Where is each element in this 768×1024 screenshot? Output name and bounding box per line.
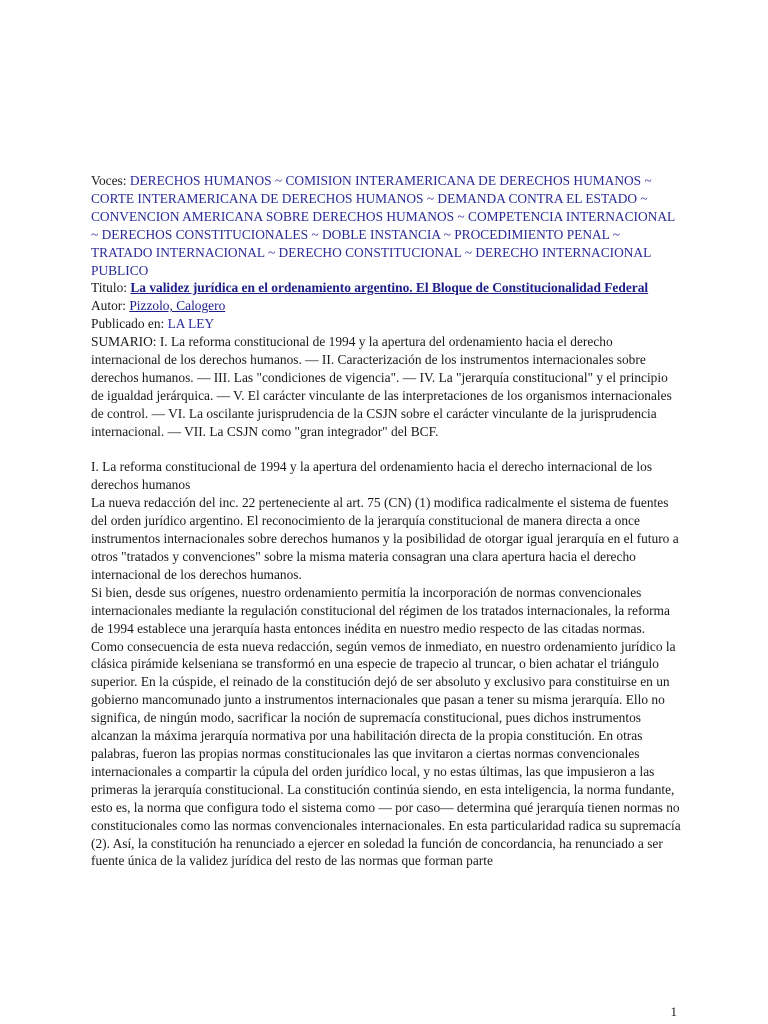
blank-line [91,441,683,459]
voces-keywords: DERECHOS HUMANOS ~ COMISION INTERAMERICANA DE DERECHOS HUMANOS ~ CORTE INTERAMERICANA DE DERECHOS HUMANOS ~ DEMANDA CONTRA EL ESTADO ~ CONVENCION AMERICANA SOBRE DERECHOS HUMANOS ~ COMPETENCIA INTERNACIONAL ~ DERECHOS CONSTITUCIONALES ~ DOBLE INSTANCIA ~ PROCEDIMIENTO PENAL ~ TRATADO INTERNACIONAL ~ DERECHO CONSTITUCIONAL ~ DERECHO INTERNACIONAL PUBLICO [91,173,675,278]
paragraph: La nueva redacción del inc. 22 perteneciente al art. 75 (CN) (1) modifica radicalmente el sistema de fuentes del orden jurídico argentino. El reconocimiento de la jerarquía constitucional de manera directa a once instrumentos internacionales sobre derechos humanos y la posibilidad de otorgar igual jerarquía en el futuro a otros "tratados y convenciones" sobre la misma materia consagran una clara apertura hacia el derecho internacional de los derechos humanos. [91,495,679,582]
voces-label: Voces: [91,173,127,188]
paragraph: Si bien, desde sus orígenes, nuestro ordenamiento permitía la incorporación de normas convencionales internacionales mediante la regulación constitucional del régimen de los tratados internacionales, la reforma de 1994 establece una jerarquía hasta entonces inédita en nuestro medio respecto de las citadas normas. [91,584,670,636]
document-body [91,172,683,870]
page-number: 1 [670,1004,677,1019]
sumario: SUMARIO: I. La reforma constitucional de 1994 y la apertura del ordenamiento hacia el derecho internacional de los derechos humanos. — II. Caracterización de los instrumentos internacionales sobre derechos humanos. — III. Las "condiciones de vigencia". — IV. La "jerarquía constitucional" y el principio de igualdad jerárquica. — V. El carácter vinculante de las interpretaciones de los organismos internacionales de control. — VI. La oscilante jurisprudencia de la CSJN sobre el carácter vinculante de la jurisprudencia internacional. — VII. La CSJN como "gran integrador" del BCF. [91,334,672,439]
publicado-block [91,315,683,333]
section-heading: I. La reforma constitucional de 1994 y la apertura del ordenamiento hacia el derecho internacional de los derechos humanos [91,459,653,493]
voces-block [91,172,683,279]
titulo-label: Titulo: [91,280,127,296]
autor-block [91,297,683,315]
publicado-label: Publicado en: [91,316,165,332]
paragraph: Como consecuencia de esta nueva redacción, según vemos de inmediato, en nuestro ordenamiento jurídico la clásica pirámide kelseniana se transformó en una especie de trapecio al truncar, o bien achatar el triángulo superior. En la cúspide, el reinado de la constitución dejó de ser absoluto y exclusivo para constituirse en un gobierno mancomunado junto a instrumentos internacionales que pasan a tener su misma jerarquía. Ello no significa, de ningún modo, sacrificar la noción de supremacía constitucional, pues dichos instrumentos alcanzan la máxima jerarquía normativa por una habilitación directa de la propia constitución. En otras palabras, fueron las propias normas constitucionales las que invitaron a ciertas normas convencionales internacionales a compartir la cúpula del orden jurídico local, y no estas últimas, las que impusieron a las primeras la jerarquía constitucional. La constitución continúa siendo, en esta inteligencia, la norma fundante, esto es, la norma que configura todo el sistema como — por caso— determina qué jerarquía tienen normas no constitucionales como las normas convencionales internacionales. En esta particularidad radica su supremacía (2). Así, la constitución ha renunciado a ejercer en soledad la función de concordancia, ha renunciado a ser fuente única de la validez jurídica del resto de las normas que forman parte [91,638,681,869]
titulo-block [91,279,683,297]
autor-label: Autor: [91,298,126,314]
author-link[interactable]: Pizzolo, Calogero [129,298,226,314]
publication-name: LA LEY [167,316,215,332]
article-title-link[interactable]: La validez jurídica en el ordenamiento argentino. El Bloque de Constitucionalidad Federal [130,280,649,296]
